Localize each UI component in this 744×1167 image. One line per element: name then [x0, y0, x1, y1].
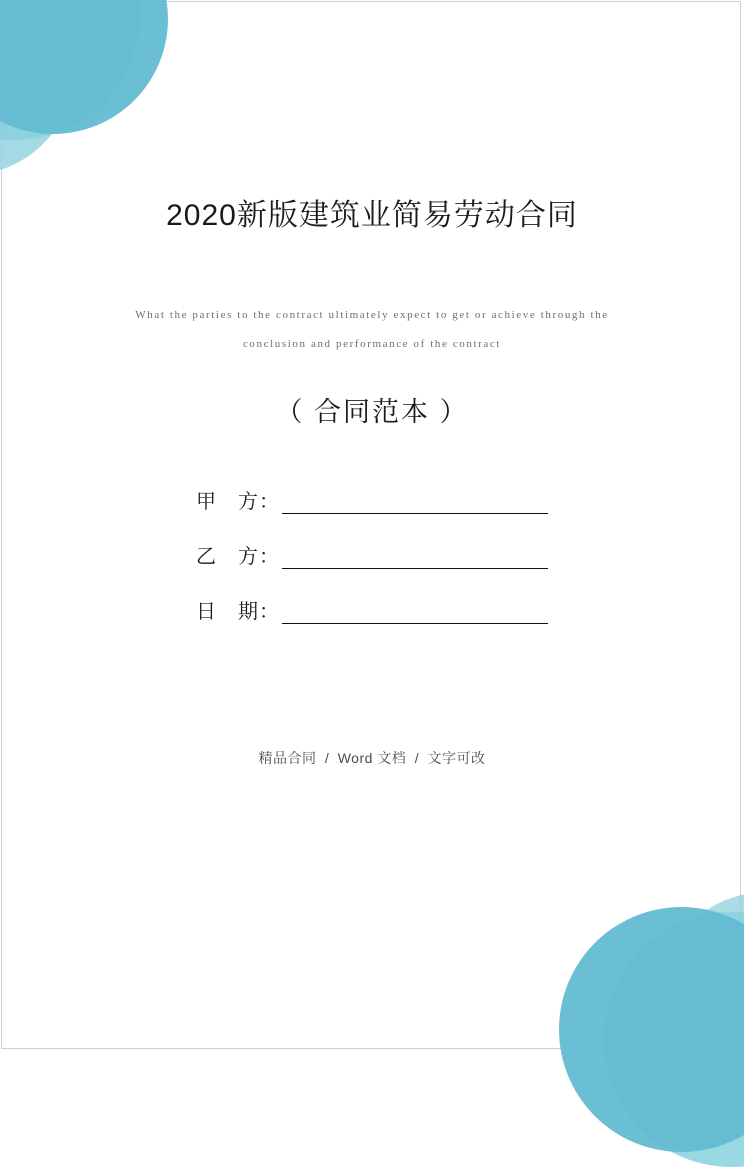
- party-b-label: 乙 方：: [196, 546, 280, 569]
- date-input-line[interactable]: [282, 601, 548, 624]
- footer-part-2: Word 文档: [337, 750, 407, 766]
- field-row-party-a: [196, 485, 548, 514]
- document-title: 2020新版建筑业简易劳动合同: [166, 199, 578, 232]
- field-row-party-b: [196, 540, 548, 569]
- subtitle-english-line-1: What the parties to the contract ultimately expect to get or achieve through the: [135, 309, 609, 321]
- footer-separator-2: /: [414, 750, 420, 766]
- party-a-label: 甲 方：: [196, 491, 280, 514]
- document-subtitle-chinese: （ 合同范本 ）: [275, 397, 469, 428]
- party-b-input-line[interactable]: [282, 546, 548, 569]
- footer-note: [0, 748, 744, 768]
- signature-fields: [196, 429, 548, 624]
- footer-part-3: 文字可改: [427, 750, 486, 766]
- document-subtitle-english: [96, 235, 648, 358]
- subtitle-english-line-2: conclusion and performance of the contract: [242, 337, 502, 350]
- party-a-input-line[interactable]: [282, 491, 548, 514]
- date-label: 日 期：: [196, 601, 280, 624]
- footer-part-1: 精品合同: [258, 750, 317, 766]
- field-row-date: [196, 595, 548, 624]
- footer-separator-1: /: [324, 750, 330, 766]
